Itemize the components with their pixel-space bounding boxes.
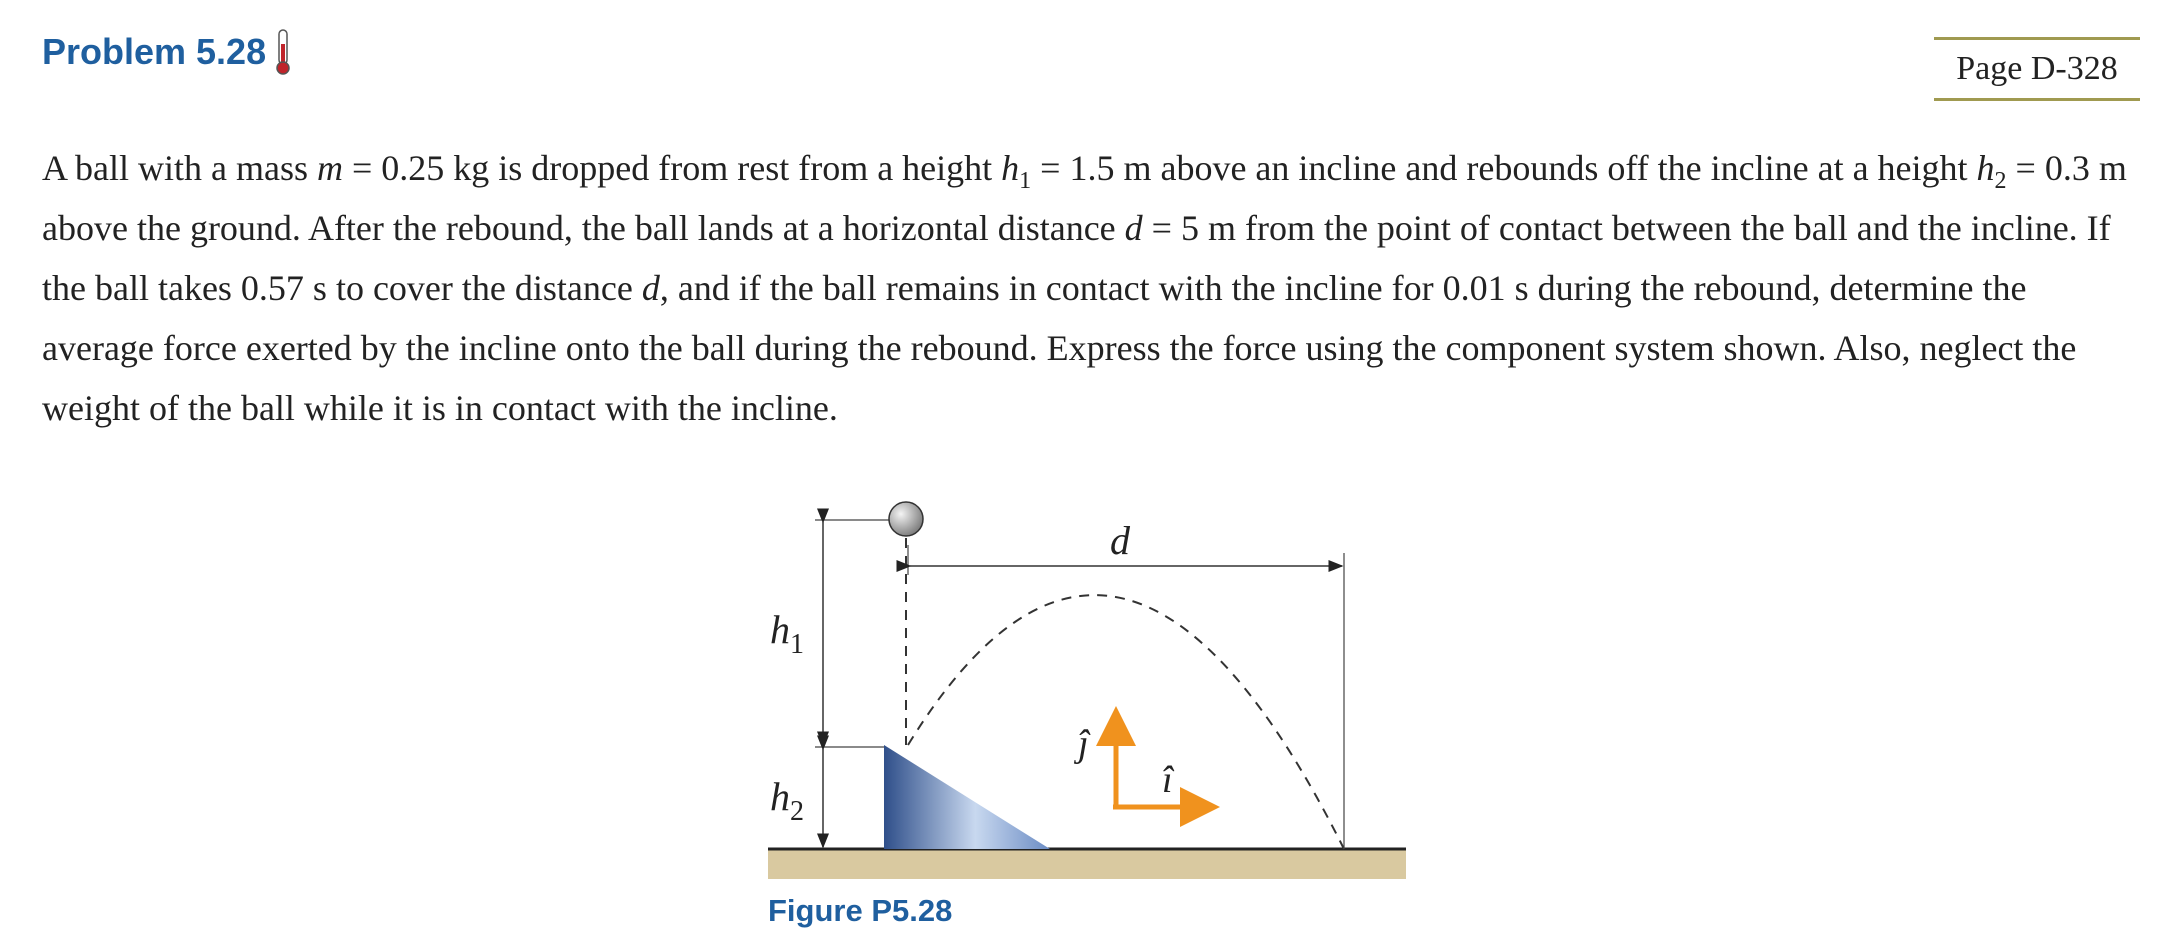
symbol-d: d [641,268,660,308]
ball [889,502,923,536]
problem-text: = 0.25 kg is dropped from rest from a height [342,148,1002,188]
symbol-h: h [1976,148,1995,188]
symbol-d: d [1124,208,1143,248]
subscript: 1 [1019,168,1032,195]
problem-text: , and if the ball remains in contact with the incline for 0.01 s during the rebound, determine the average force exerted by the incline onto the ball during the rebound. Express the force using the component system shown. Also, neglect the weight of the ball while it is in contact with the incline. [42,268,2077,428]
subscript: 2 [1994,168,2007,195]
incline [884,745,1050,849]
label-d: d [1110,518,1130,563]
label-h1: $h_1$ [770,607,804,660]
label-h2: $h_2$ [770,774,804,827]
problem-text: = 0.3 m above the ground. After the rebound, the ball lands at a horizontal distance [42,148,2127,248]
problem-text: = 1.5 m above an incline and rebounds off the incline at a height [1031,148,1977,188]
ground [768,849,1406,879]
label-i-hat: î [1162,759,1173,801]
problem-text: A ball with a mass [42,148,317,188]
label-j-hat: ĵ [1078,723,1089,765]
symbol-m: m [316,148,343,188]
symbol-h: h [1001,148,1020,188]
problem-text: = 5 m from the point of contact between the ball and the incline. If the ball takes 0.57 s to cover the distance [42,208,2111,308]
figure-caption: Figure P5.28 [768,893,953,928]
page-reference: Page D-328 [1934,37,2140,101]
problem-title-text: Problem 5.28 [42,31,267,72]
